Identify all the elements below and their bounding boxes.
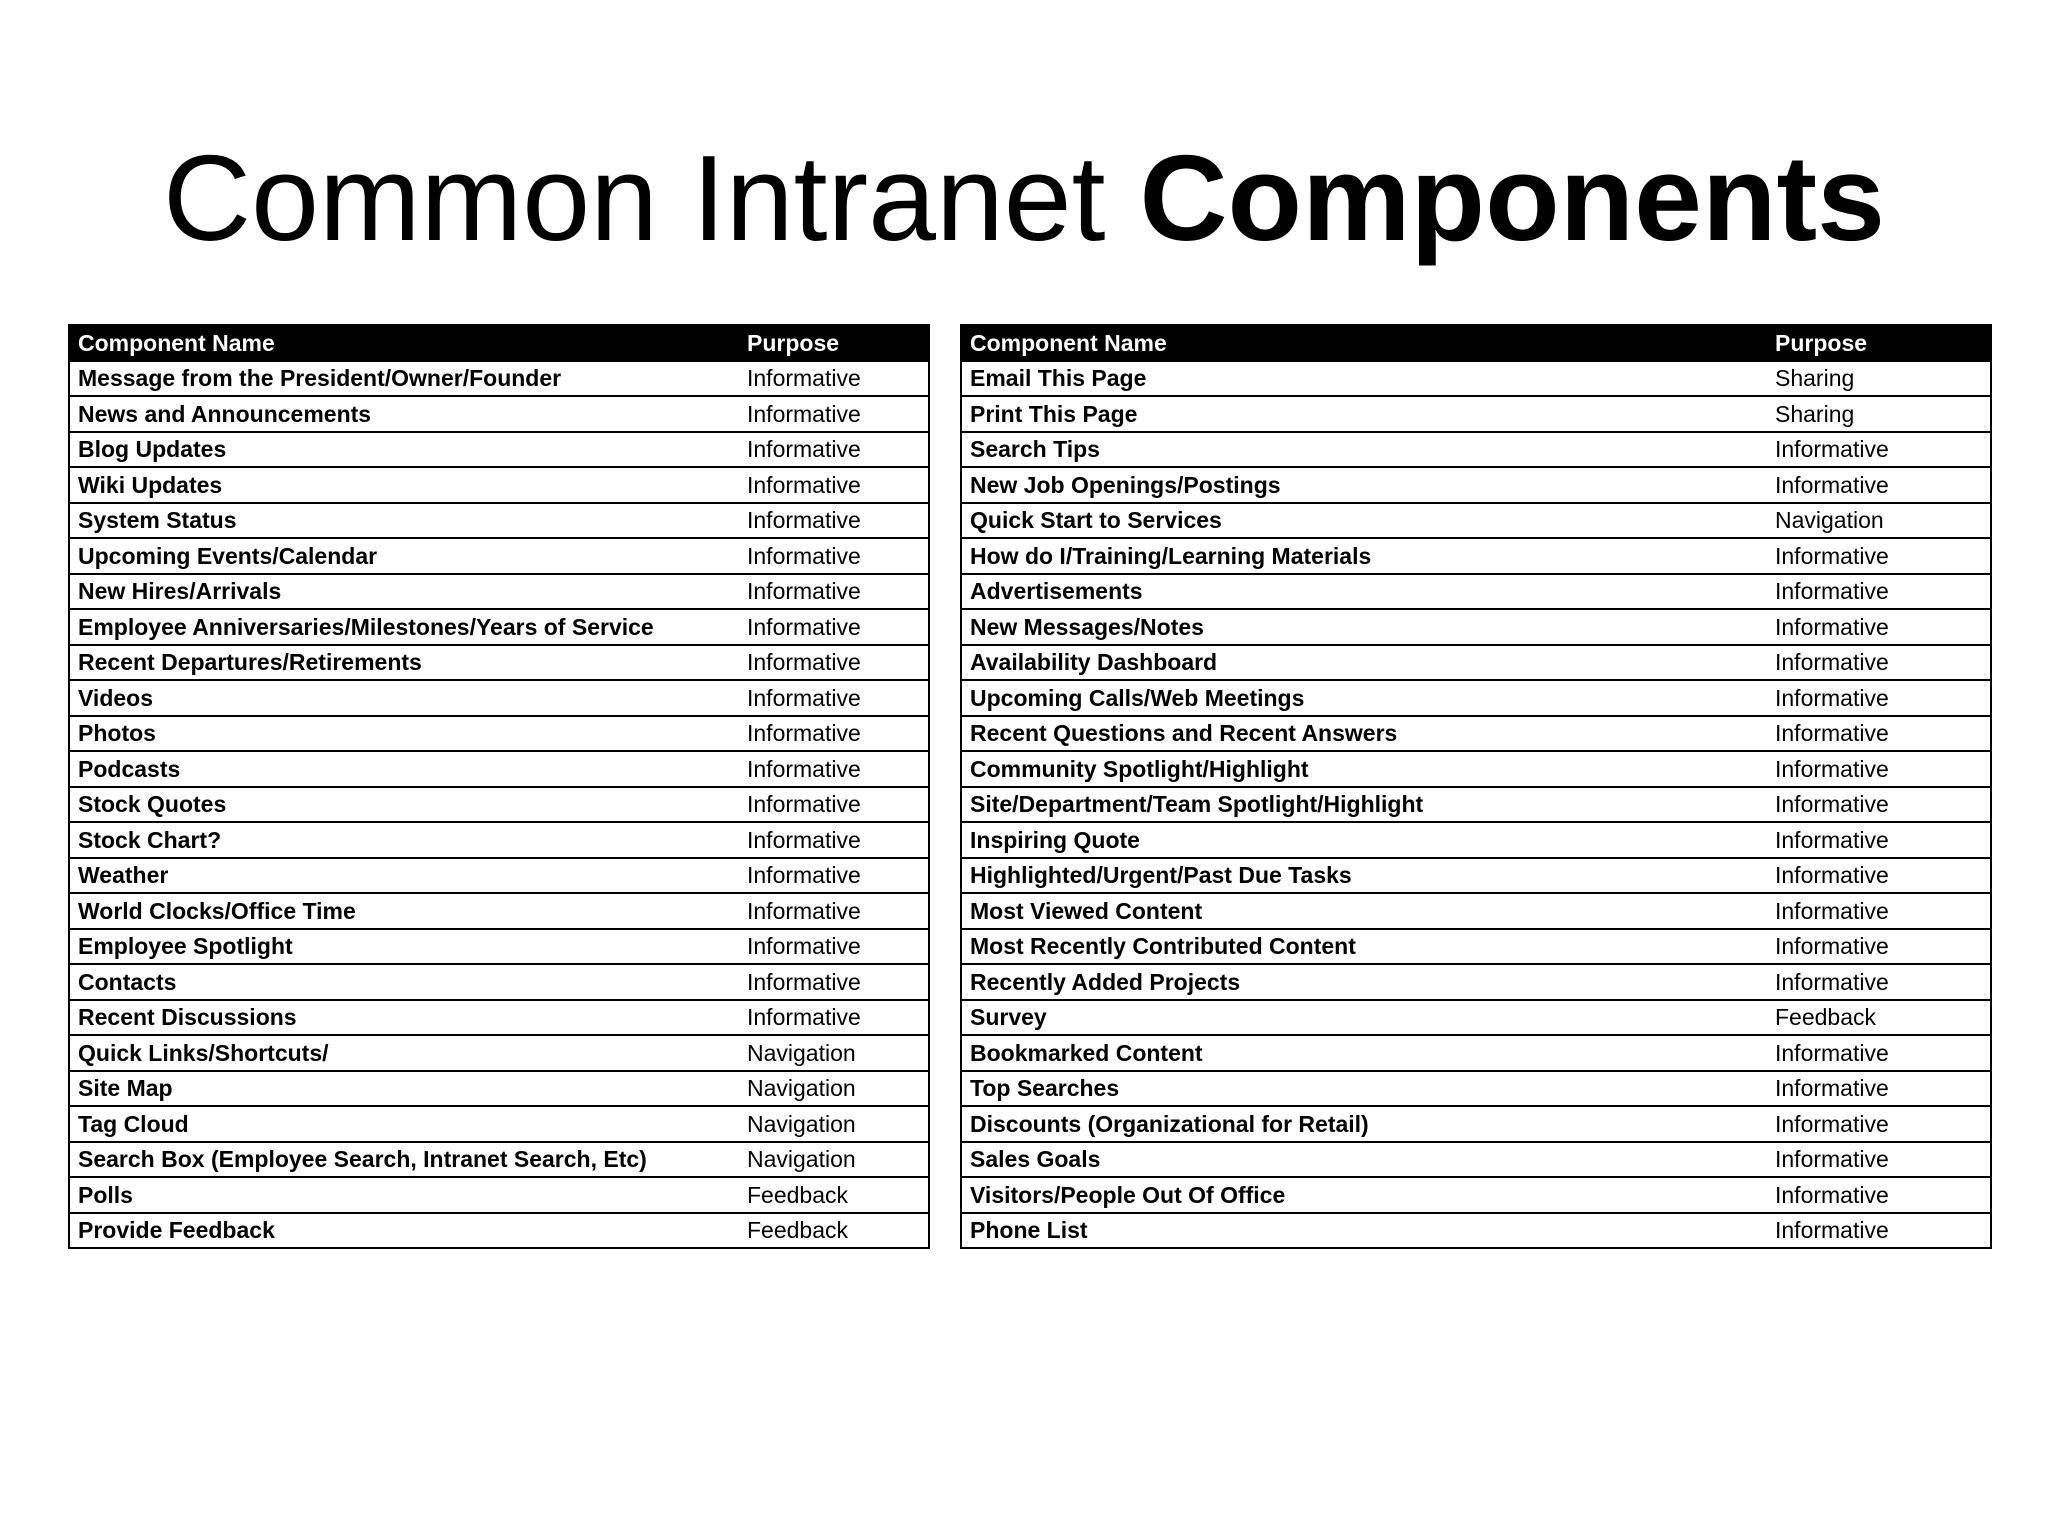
table-row bbox=[961, 1177, 1991, 1213]
column-header-purpose: Purpose bbox=[1767, 325, 1991, 361]
component-name-cell: Search Box (Employee Search, Intranet Search, Etc) bbox=[69, 1142, 739, 1178]
component-name-cell: Blog Updates bbox=[69, 432, 739, 468]
purpose-cell: Informative bbox=[1767, 1035, 1991, 1071]
component-name-cell: Survey bbox=[961, 1000, 1767, 1036]
purpose-cell: Informative bbox=[739, 751, 929, 787]
component-name-cell: Email This Page bbox=[961, 361, 1767, 397]
component-name-cell: Most Viewed Content bbox=[961, 893, 1767, 929]
table-row bbox=[961, 964, 1991, 1000]
table-row bbox=[69, 503, 929, 539]
component-name-cell: News and Announcements bbox=[69, 396, 739, 432]
component-name-cell: Tag Cloud bbox=[69, 1106, 739, 1142]
purpose-cell: Informative bbox=[1767, 680, 1991, 716]
table-row bbox=[961, 574, 1991, 610]
table-row bbox=[69, 574, 929, 610]
purpose-cell: Informative bbox=[1767, 645, 1991, 681]
component-name-cell: World Clocks/Office Time bbox=[69, 893, 739, 929]
table-row bbox=[69, 929, 929, 965]
purpose-cell: Informative bbox=[1767, 893, 1991, 929]
purpose-cell: Informative bbox=[1767, 574, 1991, 610]
purpose-cell: Informative bbox=[739, 929, 929, 965]
table-row bbox=[961, 503, 1991, 539]
component-name-cell: System Status bbox=[69, 503, 739, 539]
table-row bbox=[69, 1071, 929, 1107]
table-row bbox=[69, 822, 929, 858]
table-row bbox=[961, 645, 1991, 681]
purpose-cell: Informative bbox=[739, 787, 929, 823]
component-name-cell: Sales Goals bbox=[961, 1142, 1767, 1178]
table-row bbox=[69, 1213, 929, 1249]
table-row bbox=[69, 1000, 929, 1036]
purpose-cell: Informative bbox=[739, 893, 929, 929]
table-body-right bbox=[961, 361, 1991, 1249]
component-name-cell: Search Tips bbox=[961, 432, 1767, 468]
component-name-cell: Videos bbox=[69, 680, 739, 716]
components-table-right bbox=[960, 324, 1992, 1249]
table-row bbox=[961, 1035, 1991, 1071]
component-name-cell: Stock Chart? bbox=[69, 822, 739, 858]
component-name-cell: Most Recently Contributed Content bbox=[961, 929, 1767, 965]
purpose-cell: Informative bbox=[739, 964, 929, 1000]
purpose-cell: Informative bbox=[1767, 609, 1991, 645]
component-name-cell: Quick Links/Shortcuts/ bbox=[69, 1035, 739, 1071]
component-name-cell: Site/Department/Team Spotlight/Highlight bbox=[961, 787, 1767, 823]
component-name-cell: Podcasts bbox=[69, 751, 739, 787]
table-row bbox=[961, 432, 1991, 468]
table-row bbox=[69, 858, 929, 894]
table-row bbox=[69, 1177, 929, 1213]
purpose-cell: Informative bbox=[1767, 1106, 1991, 1142]
purpose-cell: Informative bbox=[1767, 467, 1991, 503]
table-row bbox=[961, 858, 1991, 894]
component-name-cell: Employee Anniversaries/Milestones/Years of Service bbox=[69, 609, 739, 645]
purpose-cell: Informative bbox=[739, 503, 929, 539]
table-row bbox=[69, 396, 929, 432]
page-title-regular: Common Intranet bbox=[163, 130, 1106, 266]
purpose-cell: Informative bbox=[1767, 822, 1991, 858]
purpose-cell: Navigation bbox=[739, 1035, 929, 1071]
table-row bbox=[961, 361, 1991, 397]
purpose-cell: Informative bbox=[1767, 929, 1991, 965]
table-row bbox=[961, 751, 1991, 787]
table-header-row bbox=[961, 325, 1991, 361]
page-title-bold: Components bbox=[1139, 130, 1885, 266]
purpose-cell: Informative bbox=[739, 538, 929, 574]
component-name-cell: Quick Start to Services bbox=[961, 503, 1767, 539]
table-header-row bbox=[69, 325, 929, 361]
purpose-cell: Feedback bbox=[1767, 1000, 1991, 1036]
component-name-cell: Upcoming Calls/Web Meetings bbox=[961, 680, 1767, 716]
purpose-cell: Informative bbox=[1767, 1071, 1991, 1107]
component-name-cell: Highlighted/Urgent/Past Due Tasks bbox=[961, 858, 1767, 894]
component-name-cell: Bookmarked Content bbox=[961, 1035, 1767, 1071]
table-row bbox=[961, 1071, 1991, 1107]
component-name-cell: Photos bbox=[69, 716, 739, 752]
purpose-cell: Informative bbox=[739, 432, 929, 468]
component-name-cell: Recently Added Projects bbox=[961, 964, 1767, 1000]
purpose-cell: Informative bbox=[739, 609, 929, 645]
component-name-cell: Recent Questions and Recent Answers bbox=[961, 716, 1767, 752]
component-name-cell: Upcoming Events/Calendar bbox=[69, 538, 739, 574]
component-name-cell: Site Map bbox=[69, 1071, 739, 1107]
table-row bbox=[69, 645, 929, 681]
table-body-left bbox=[69, 361, 929, 1249]
purpose-cell: Informative bbox=[1767, 538, 1991, 574]
purpose-cell: Sharing bbox=[1767, 396, 1991, 432]
purpose-cell: Informative bbox=[1767, 716, 1991, 752]
purpose-cell: Informative bbox=[739, 822, 929, 858]
component-name-cell: Inspiring Quote bbox=[961, 822, 1767, 858]
purpose-cell: Navigation bbox=[739, 1142, 929, 1178]
table-row bbox=[69, 609, 929, 645]
component-name-cell: Polls bbox=[69, 1177, 739, 1213]
purpose-cell: Informative bbox=[739, 574, 929, 610]
component-name-cell: Availability Dashboard bbox=[961, 645, 1767, 681]
purpose-cell: Informative bbox=[739, 1000, 929, 1036]
purpose-cell: Informative bbox=[1767, 1142, 1991, 1178]
table-row bbox=[961, 467, 1991, 503]
purpose-cell: Navigation bbox=[739, 1106, 929, 1142]
component-name-cell: How do I/Training/Learning Materials bbox=[961, 538, 1767, 574]
component-name-cell: Stock Quotes bbox=[69, 787, 739, 823]
component-name-cell: Phone List bbox=[961, 1213, 1767, 1249]
purpose-cell: Informative bbox=[739, 680, 929, 716]
table-row bbox=[961, 396, 1991, 432]
component-name-cell: Advertisements bbox=[961, 574, 1767, 610]
purpose-cell: Informative bbox=[739, 645, 929, 681]
purpose-cell: Informative bbox=[1767, 1177, 1991, 1213]
purpose-cell: Sharing bbox=[1767, 361, 1991, 397]
component-name-cell: Discounts (Organizational for Retail) bbox=[961, 1106, 1767, 1142]
table-row bbox=[961, 893, 1991, 929]
purpose-cell: Feedback bbox=[739, 1177, 929, 1213]
component-name-cell: Top Searches bbox=[961, 1071, 1767, 1107]
table-row bbox=[961, 1142, 1991, 1178]
purpose-cell: Informative bbox=[1767, 432, 1991, 468]
table-row bbox=[69, 1142, 929, 1178]
table-row bbox=[69, 538, 929, 574]
component-name-cell: Visitors/People Out Of Office bbox=[961, 1177, 1767, 1213]
table-row bbox=[961, 1000, 1991, 1036]
table-row bbox=[961, 929, 1991, 965]
purpose-cell: Navigation bbox=[1767, 503, 1991, 539]
component-name-cell: Recent Discussions bbox=[69, 1000, 739, 1036]
component-name-cell: New Job Openings/Postings bbox=[961, 467, 1767, 503]
purpose-cell: Informative bbox=[739, 858, 929, 894]
column-header-purpose: Purpose bbox=[739, 325, 929, 361]
component-name-cell: Weather bbox=[69, 858, 739, 894]
component-name-cell: Employee Spotlight bbox=[69, 929, 739, 965]
component-name-cell: New Hires/Arrivals bbox=[69, 574, 739, 610]
purpose-cell: Informative bbox=[1767, 787, 1991, 823]
table-row bbox=[69, 361, 929, 397]
component-name-cell: Community Spotlight/Highlight bbox=[961, 751, 1767, 787]
table-row bbox=[69, 467, 929, 503]
table-row bbox=[69, 1035, 929, 1071]
component-name-cell: New Messages/Notes bbox=[961, 609, 1767, 645]
purpose-cell: Informative bbox=[1767, 1213, 1991, 1249]
table-row bbox=[69, 716, 929, 752]
purpose-cell: Informative bbox=[739, 361, 929, 397]
component-name-cell: Contacts bbox=[69, 964, 739, 1000]
table-row bbox=[69, 964, 929, 1000]
purpose-cell: Feedback bbox=[739, 1213, 929, 1249]
column-header-component-name: Component Name bbox=[961, 325, 1767, 361]
table-row bbox=[69, 1106, 929, 1142]
table-row bbox=[961, 680, 1991, 716]
purpose-cell: Navigation bbox=[739, 1071, 929, 1107]
table-row bbox=[961, 538, 1991, 574]
table-row bbox=[961, 822, 1991, 858]
purpose-cell: Informative bbox=[1767, 964, 1991, 1000]
column-header-component-name: Component Name bbox=[69, 325, 739, 361]
page-title bbox=[0, 128, 2048, 268]
table-row bbox=[69, 680, 929, 716]
table-row bbox=[69, 787, 929, 823]
table-row bbox=[69, 893, 929, 929]
purpose-cell: Informative bbox=[739, 467, 929, 503]
table-row bbox=[961, 787, 1991, 823]
components-table-left bbox=[68, 324, 930, 1249]
component-name-cell: Print This Page bbox=[961, 396, 1767, 432]
component-name-cell: Wiki Updates bbox=[69, 467, 739, 503]
table-row bbox=[961, 716, 1991, 752]
table-row bbox=[961, 609, 1991, 645]
component-name-cell: Recent Departures/Retirements bbox=[69, 645, 739, 681]
table-row bbox=[69, 751, 929, 787]
purpose-cell: Informative bbox=[739, 396, 929, 432]
purpose-cell: Informative bbox=[1767, 751, 1991, 787]
purpose-cell: Informative bbox=[1767, 858, 1991, 894]
table-row bbox=[961, 1213, 1991, 1249]
table-row bbox=[961, 1106, 1991, 1142]
purpose-cell: Informative bbox=[739, 716, 929, 752]
table-row bbox=[69, 432, 929, 468]
component-name-cell: Provide Feedback bbox=[69, 1213, 739, 1249]
component-name-cell: Message from the President/Owner/Founder bbox=[69, 361, 739, 397]
